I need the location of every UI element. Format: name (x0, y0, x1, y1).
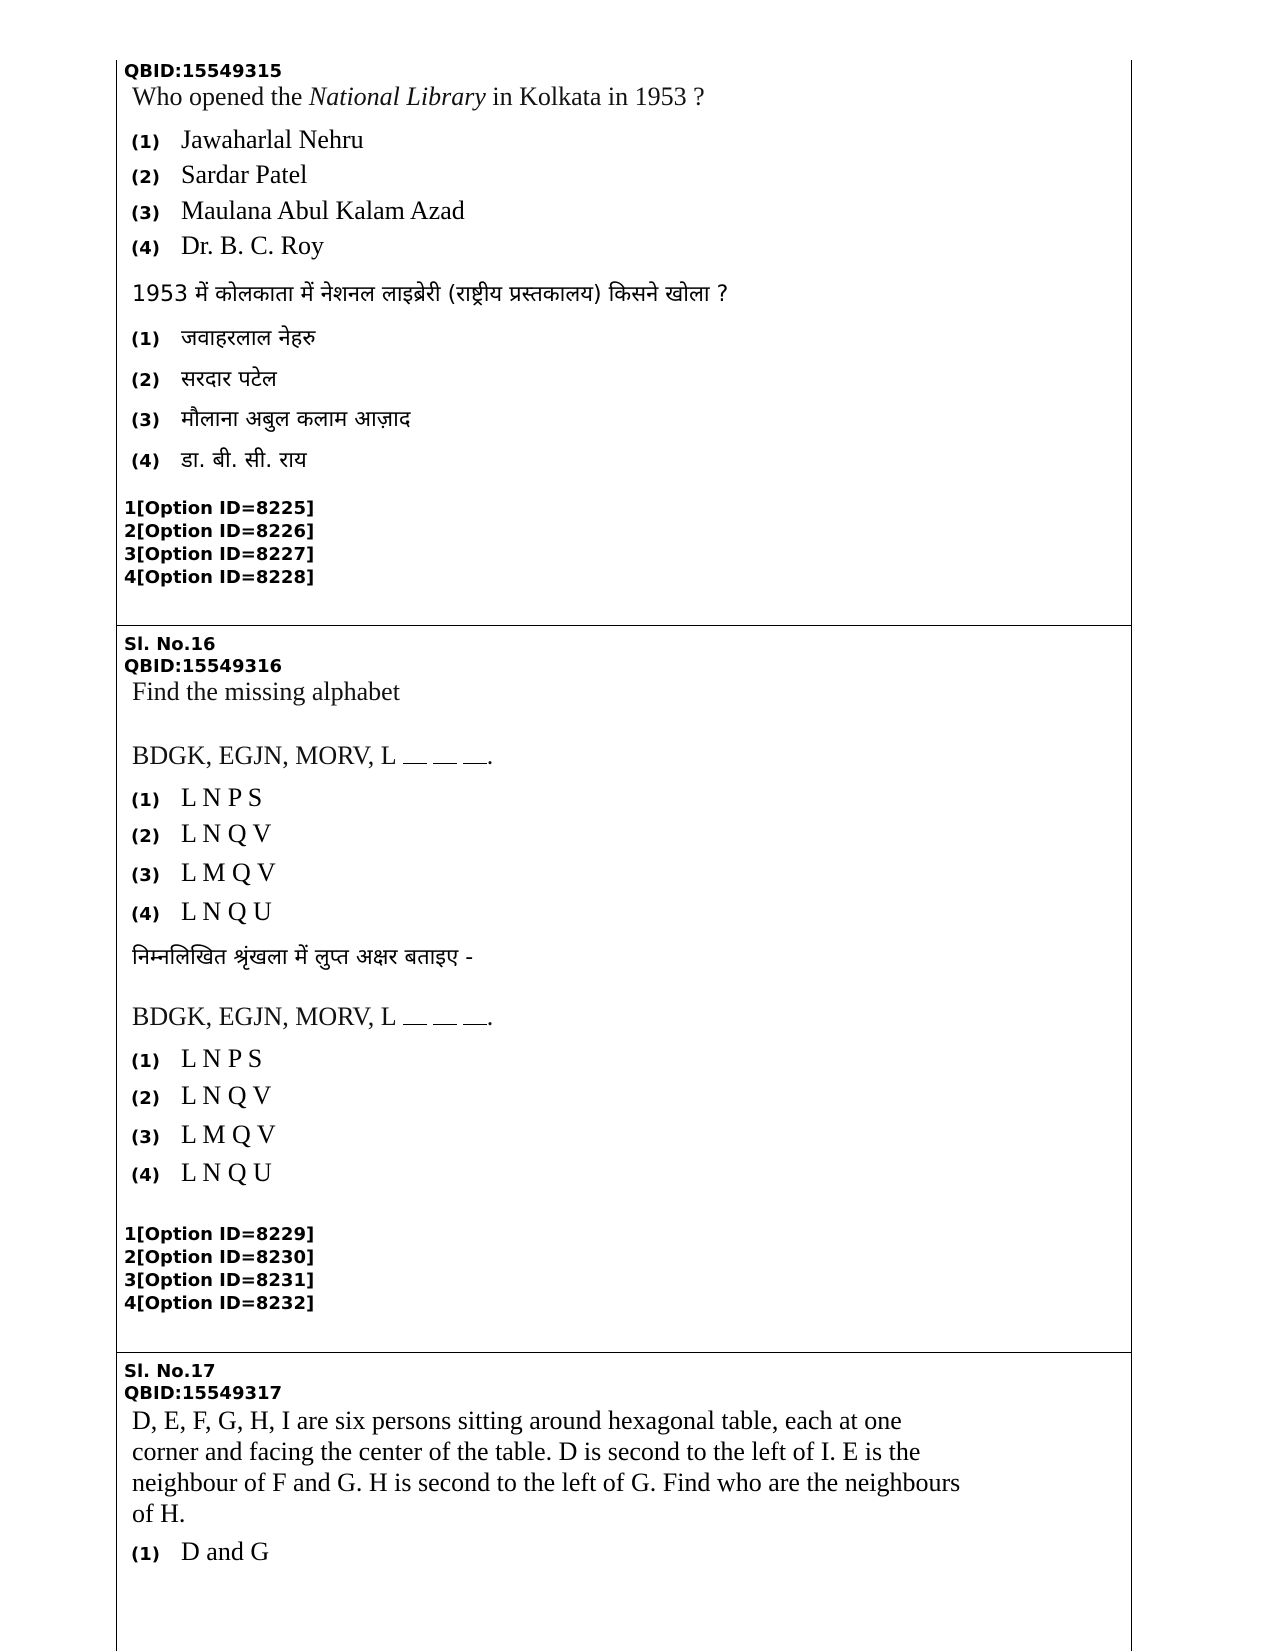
option-number: (3) (131, 865, 160, 886)
series-text-hi (132, 1002, 493, 1032)
option-en-4 (131, 231, 324, 261)
option-number: (3) (131, 410, 160, 431)
option-en-1 (131, 1537, 269, 1567)
option-text: L N P S (181, 1044, 263, 1073)
blank-line (433, 749, 457, 764)
option-number: (4) (131, 904, 160, 925)
option-id: 3[Option ID=8231] (124, 1270, 315, 1291)
option-id: 4[Option ID=8228] (124, 567, 315, 588)
option-id: 3[Option ID=8227] (124, 544, 315, 565)
question-line: D, E, F, G, H, I are six persons sitting around hexagonal table, each at one (132, 1406, 902, 1435)
question-text-en (132, 82, 705, 112)
option-hi-2 (131, 1081, 271, 1111)
option-number: (1) (131, 1051, 160, 1072)
option-hi-2 (131, 363, 277, 393)
qbid-label: QBID:15549315 (124, 61, 283, 82)
option-number: (1) (131, 790, 160, 811)
blank-line (433, 1010, 457, 1025)
option-hi-1 (131, 1044, 262, 1074)
option-text: Maulana Abul Kalam Azad (181, 196, 465, 225)
option-number: (3) (131, 1127, 160, 1148)
question-line: corner and facing the center of the table. D is second to the left of I. E is the (132, 1437, 921, 1466)
series-end: . (486, 1002, 494, 1031)
serial-number: Sl. No.16 (124, 634, 216, 655)
question-text-en: Find the missing alphabet (132, 677, 400, 706)
option-id: 2[Option ID=8230] (124, 1247, 315, 1268)
option-id: 1[Option ID=8229] (124, 1224, 315, 1245)
qbid-label: QBID:15549316 (124, 656, 283, 677)
option-text: Sardar Patel (181, 160, 308, 189)
option-text: L M Q V (181, 858, 276, 887)
blank-line (403, 749, 427, 764)
question-text-part: Who opened the (132, 82, 309, 111)
question-line: neighbour of F and G. H is second to the left of G. Find who are the neighbours (132, 1468, 961, 1497)
option-text: L N Q V (181, 1081, 272, 1110)
option-number: (2) (131, 1088, 160, 1109)
option-id: 1[Option ID=8225] (124, 498, 315, 519)
blank-line (403, 1010, 427, 1025)
option-number: (1) (131, 132, 160, 153)
option-hi-3 (131, 403, 411, 433)
option-text: L M Q V (181, 1120, 276, 1149)
option-text: L N Q V (181, 819, 272, 848)
option-number: (4) (131, 451, 160, 472)
option-text: सरदार पटेल (181, 367, 277, 392)
option-hi-4 (131, 444, 307, 474)
option-number: (2) (131, 167, 160, 188)
option-id-list (124, 1223, 314, 1315)
option-en-1 (131, 783, 262, 813)
question-paragraph (132, 1405, 1032, 1529)
option-text: Jawaharlal Nehru (181, 125, 364, 154)
option-hi-4 (131, 1158, 272, 1188)
question-text-part: in Kolkata in 1953 ? (485, 82, 705, 111)
question-paper-page (116, 60, 1132, 1651)
option-text: डा. बी. सी. राय (181, 448, 307, 473)
option-en-4 (131, 897, 272, 927)
option-number: (1) (131, 329, 160, 350)
qbid-label: QBID:15549317 (124, 1383, 283, 1404)
series-text-en (132, 741, 493, 771)
question-block-15 (117, 60, 1131, 626)
option-hi-1 (131, 322, 316, 352)
option-hi-3 (131, 1120, 276, 1150)
question-text-italic: National Library (308, 82, 486, 111)
option-text: L N P S (181, 783, 263, 812)
blank-line (463, 1010, 487, 1025)
option-text: Dr. B. C. Roy (181, 231, 325, 260)
option-en-1 (131, 125, 364, 155)
option-number: (2) (131, 826, 160, 847)
option-text: जवाहरलाल नेहरु (181, 326, 316, 351)
option-number: (1) (131, 1544, 160, 1565)
option-en-3 (131, 858, 276, 888)
question-block-16 (117, 626, 1131, 1353)
option-number: (3) (131, 203, 160, 224)
option-text: मौलाना अबुल कलाम आज़ाद (181, 407, 411, 432)
option-number: (4) (131, 1165, 160, 1186)
question-text-hi: निम्नलिखित श्रृंखला में लुप्त अक्षर बताइए - (132, 945, 474, 970)
serial-number: Sl. No.17 (124, 1361, 216, 1382)
option-text: L N Q U (181, 1158, 272, 1187)
series-value: BDGK, EGJN, MORV, L (132, 1002, 397, 1031)
option-text: L N Q U (181, 897, 272, 926)
question-line: of H. (132, 1499, 186, 1528)
option-text: D and G (181, 1537, 270, 1566)
blank-line (463, 749, 487, 764)
option-en-2 (131, 819, 271, 849)
option-number: (2) (131, 370, 160, 391)
option-id: 2[Option ID=8226] (124, 521, 315, 542)
series-value: BDGK, EGJN, MORV, L (132, 741, 397, 770)
option-number: (4) (131, 238, 160, 259)
option-en-3 (131, 196, 465, 226)
option-en-2 (131, 160, 307, 190)
series-end: . (486, 741, 494, 770)
option-id-list (124, 497, 314, 589)
option-id: 4[Option ID=8232] (124, 1293, 315, 1314)
question-text-hi: 1953 में कोलकाता में नेशनल लाइब्रेरी (राष्ट्रीय प्रस्तकालय) किसने खोला ? (132, 282, 729, 307)
question-block-17 (117, 1353, 1131, 1651)
